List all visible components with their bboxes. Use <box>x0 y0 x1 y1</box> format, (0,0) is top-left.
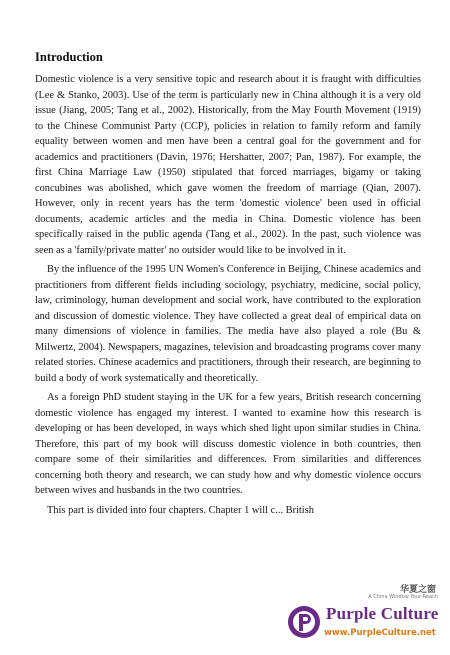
watermark-cn-logo: 华夏之窗 <box>399 585 436 595</box>
watermark <box>24 582 444 652</box>
paragraph-1: Domestic violence is a very sensitive topic and research about it is fraught with difficulties (Lee & Stanko, 2003). Use of the term is particularly new in China although it is a very old issue (Jiang, 2005; Tang et al., 2002). Historically, from the May Fourth Movement (1919) to the Chinese Communist Party (CCP), policies in relation to family reform and family equality between women and men have been a central goal for the government and for academics and practitioners (Davin, 1976; Hershatter, 2007; Pan, 1987). For example, the first China Marriage Law (1950) stipulated that forced marriages, bigamy or taking concubines was abolished, which gave women the freedom of marriage (Qian, 2007). However, only in recent years has the term 'domestic violence' been used in official documents, academic articles and the media in China. Domestic violence has been specifically raised in the public agenda (Tang et al., 2002). In the past, such violence was seen as a 'family/private matter' no outsider would like to be involved in it. <box>35 74 421 256</box>
section-heading: Introduction <box>35 50 103 64</box>
paragraph-3: As a foreign PhD student staying in the UK for a few years, British research concerning domestic violence has engaged my interest. I wanted to examine how this research is developing or has been developed, in ways which shed light upon similar studies in China. Therefore, this part of my book will discuss domestic violence in both countries, then compare some of their similarities and differences. From similarities and differences concerning both theory and research, we can study how and why domestic violence occurs between wives and husbands in the two countries. <box>35 392 421 496</box>
watermark-cn-tagline: A China Window Your Reach <box>368 594 438 600</box>
paragraph-2: By the influence of the 1995 UN Women's Conference in Beijing, Chinese academics and practitioners from different fields including sociology, psychiatry, medicine, social policy, law, criminology, human development and social work, have contributed to the exploration and discussion of domestic violence. They have collected a great deal of empirical data on many dimensions of violence in families. The media have also played a role (Bu & Milwertz, 2004). Newspapers, magazines, television and broadcasting programs cover many related stories. Chinese academics and practitioners, through their research, are beginning to build a body of work systematically and theoretically. <box>35 264 421 384</box>
purple-culture-badge-icon <box>286 604 322 640</box>
watermark-brand: Purple Culture <box>326 604 439 623</box>
watermark-url: www.PurpleCulture.net <box>324 628 436 638</box>
paragraph-4: This part is divided into four chapters. Chapter 1 will c... British <box>47 504 314 516</box>
body-text <box>35 72 421 522</box>
